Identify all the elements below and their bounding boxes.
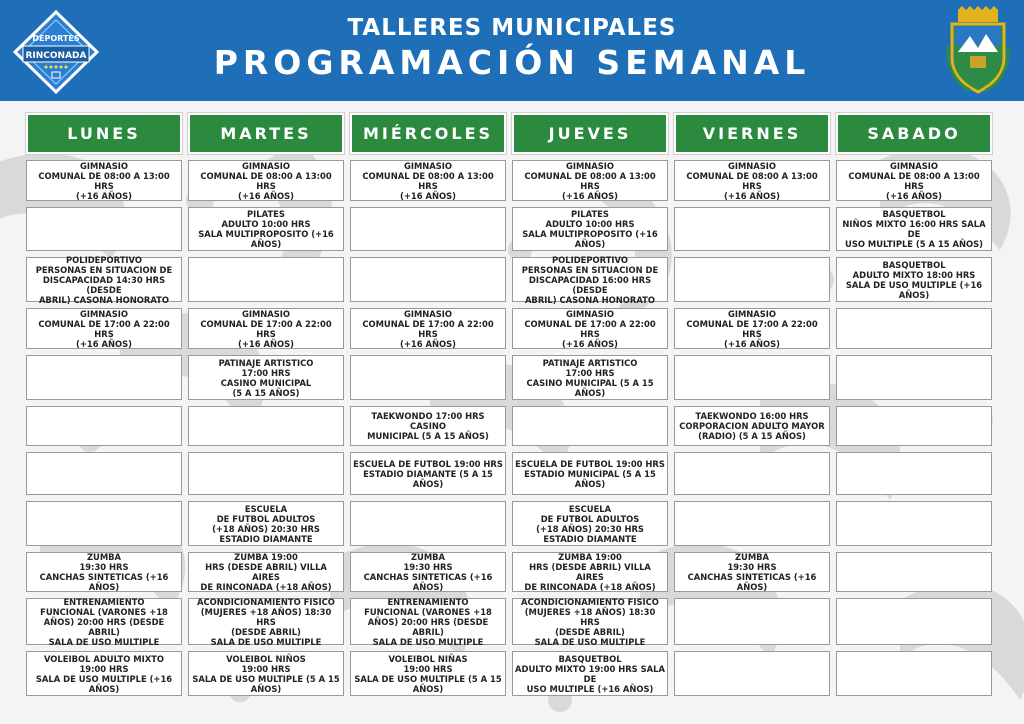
schedule-cell: ACONDICIONAMIENTO FISICO (MUJERES +18 AÑOS) 18:30 HRS (DESDE ABRIL) SALA DE USO MULTIPLE [512, 598, 668, 645]
schedule-cell [26, 355, 182, 400]
schedule-cell [836, 355, 992, 400]
schedule-cell [188, 257, 344, 302]
schedule-cell [836, 651, 992, 696]
schedule-cell: ENTRENAMIENTO FUNCIONAL (VARONES +18 AÑOS) 20:00 HRS (DESDE ABRIL) SALA DE USO MULTIPLE [26, 598, 182, 645]
schedule-cell [512, 406, 668, 446]
schedule-cell [674, 452, 830, 495]
schedule-cell [674, 257, 830, 302]
schedule-cell: GIMNASIO COMUNAL DE 08:00 A 13:00 HRS (+16 AÑOS) [836, 160, 992, 201]
schedule-cell [26, 207, 182, 251]
schedule-cell: TAEKWONDO 17:00 HRS CASINO MUNICIPAL (5 A 15 AÑOS) [350, 406, 506, 446]
schedule-cell [836, 406, 992, 446]
schedule-cell: BASQUETBOL ADULTO MIXTO 19:00 HRS SALA DE USO MULTIPLE (+16 AÑOS) [512, 651, 668, 696]
day-header-lunes: LUNES [26, 113, 182, 154]
schedule-cell: GIMNASIO COMUNAL DE 08:00 A 13:00 HRS (+16 AÑOS) [26, 160, 182, 201]
schedule-cell [26, 406, 182, 446]
schedule-cell: BASQUETBOL NIÑOS MIXTO 16:00 HRS SALA DE USO MULTIPLE (5 A 15 AÑOS) [836, 207, 992, 251]
schedule-cell: VOLEIBOL NIÑOS 19:00 HRS SALA DE USO MULTIPLE (5 A 15 AÑOS) [188, 651, 344, 696]
schedule-cell: ESCUELA DE FUTBOL ADULTOS (+18 AÑOS) 20:30 HRS ESTADIO DIAMANTE [188, 501, 344, 546]
schedule-cell [350, 257, 506, 302]
weekly-schedule-grid [26, 113, 996, 696]
day-header-martes: MARTES [188, 113, 344, 154]
schedule-cell [350, 501, 506, 546]
schedule-cell: GIMNASIO COMUNAL DE 08:00 A 13:00 HRS (+16 AÑOS) [674, 160, 830, 201]
schedule-cell: ZUMBA 19:30 HRS CANCHAS SINTETICAS (+16 AÑOS) [350, 552, 506, 592]
schedule-cell: ZUMBA 19:00 HRS (DESDE ABRIL) VILLA AIRES DE RINCONADA (+18 AÑOS) [188, 552, 344, 592]
header-title-line1: TALLERES MUNICIPALES [347, 15, 677, 41]
schedule-cell: ZUMBA 19:00 HRS (DESDE ABRIL) VILLA AIRES DE RINCONADA (+18 AÑOS) [512, 552, 668, 592]
page-header [0, 0, 1024, 101]
schedule-cell: VOLEIBOL ADULTO MIXTO 19:00 HRS SALA DE USO MULTIPLE (+16 AÑOS) [26, 651, 182, 696]
schedule-cell: GIMNASIO COMUNAL DE 17:00 A 22:00 HRS (+16 AÑOS) [350, 308, 506, 349]
schedule-cell [836, 308, 992, 349]
logo-text-top: DEPORTES [32, 34, 80, 43]
schedule-cell: ESCUELA DE FUTBOL 19:00 HRS ESTADIO DIAMANTE (5 A 15 AÑOS) [350, 452, 506, 495]
schedule-cell [836, 501, 992, 546]
schedule-cell: GIMNASIO COMUNAL DE 17:00 A 22:00 HRS (+16 AÑOS) [26, 308, 182, 349]
schedule-cell [350, 355, 506, 400]
schedule-cell: ENTRENAMIENTO FUNCIONAL (VARONES +18 AÑOS) 20:00 HRS (DESDE ABRIL) SALA DE USO MULTIPLE [350, 598, 506, 645]
schedule-cell: ZUMBA 19:30 HRS CANCHAS SINTETICAS (+16 AÑOS) [674, 552, 830, 592]
schedule-cell [350, 207, 506, 251]
schedule-cell: TAEKWONDO 16:00 HRS CORPORACION ADULTO MAYOR (RADIO) (5 A 15 AÑOS) [674, 406, 830, 446]
schedule-cell: GIMNASIO COMUNAL DE 17:00 A 22:00 HRS (+16 AÑOS) [512, 308, 668, 349]
schedule-cell: ESCUELA DE FUTBOL 19:00 HRS ESTADIO MUNICIPAL (5 A 15 AÑOS) [512, 452, 668, 495]
schedule-cell: PILATES ADULTO 10:00 HRS SALA MULTIPROPOSITO (+16 AÑOS) [188, 207, 344, 251]
schedule-cell [674, 598, 830, 645]
schedule-cell [26, 452, 182, 495]
schedule-cell: GIMNASIO COMUNAL DE 08:00 A 13:00 HRS (+16 AÑOS) [350, 160, 506, 201]
schedule-cell: ZUMBA 19:30 HRS CANCHAS SINTETICAS (+16 AÑOS) [26, 552, 182, 592]
day-header-jueves: JUEVES [512, 113, 668, 154]
schedule-cell: ACONDICIONAMIENTO FISICO (MUJERES +18 AÑOS) 18:30 HRS (DESDE ABRIL) SALA DE USO MULTIPLE [188, 598, 344, 645]
schedule-cell [674, 355, 830, 400]
day-header-sabado: SABADO [836, 113, 992, 154]
schedule-cell [188, 452, 344, 495]
schedule-cell: PATINAJE ARTISTICO 17:00 HRS CASINO MUNICIPAL (5 A 15 AÑOS) [188, 355, 344, 400]
schedule-cell [26, 501, 182, 546]
logo-text-bottom: RINCONADA [25, 51, 87, 61]
schedule-cell: VOLEIBOL NIÑAS 19:00 HRS SALA DE USO MULTIPLE (5 A 15 AÑOS) [350, 651, 506, 696]
day-header-viernes: VIERNES [674, 113, 830, 154]
schedule-cell: GIMNASIO COMUNAL DE 08:00 A 13:00 HRS (+16 AÑOS) [188, 160, 344, 201]
schedule-cell [674, 501, 830, 546]
schedule-cell [836, 452, 992, 495]
schedule-cell: POLIDEPORTIVO PERSONAS EN SITUACION DE DISCAPACIDAD 14:30 HRS (DESDE ABRIL) CASONA HONORATO [26, 257, 182, 302]
schedule-cell [836, 552, 992, 592]
schedule-cell: GIMNASIO COMUNAL DE 08:00 A 13:00 HRS (+16 AÑOS) [512, 160, 668, 201]
schedule-cell [674, 651, 830, 696]
schedule-cell [674, 207, 830, 251]
schedule-cell: POLIDEPORTIVO PERSONAS EN SITUACION DE DISCAPACIDAD 16:00 HRS (DESDE ABRIL) CASONA HONORATO [512, 257, 668, 302]
schedule-cell: BASQUETBOL ADULTO MIXTO 18:00 HRS SALA DE USO MULTIPLE (+16 AÑOS) [836, 257, 992, 302]
schedule-cell: PILATES ADULTO 10:00 HRS SALA MULTIPROPOSITO (+16 AÑOS) [512, 207, 668, 251]
schedule-cell: PATINAJE ARTISTICO 17:00 HRS CASINO MUNICIPAL (5 A 15 AÑOS) [512, 355, 668, 400]
municipal-crest-icon [946, 6, 1010, 96]
schedule-cell [836, 598, 992, 645]
schedule-cell: GIMNASIO COMUNAL DE 17:00 A 22:00 HRS (+16 AÑOS) [674, 308, 830, 349]
day-header-miércoles: MIÉRCOLES [350, 113, 506, 154]
schedule-cell: ESCUELA DE FUTBOL ADULTOS (+18 AÑOS) 20:30 HRS ESTADIO DIAMANTE [512, 501, 668, 546]
schedule-cell [188, 406, 344, 446]
schedule-cell: GIMNASIO COMUNAL DE 17:00 A 22:00 HRS (+16 AÑOS) [188, 308, 344, 349]
header-title-line2: PROGRAMACIÓN SEMANAL [213, 43, 811, 82]
